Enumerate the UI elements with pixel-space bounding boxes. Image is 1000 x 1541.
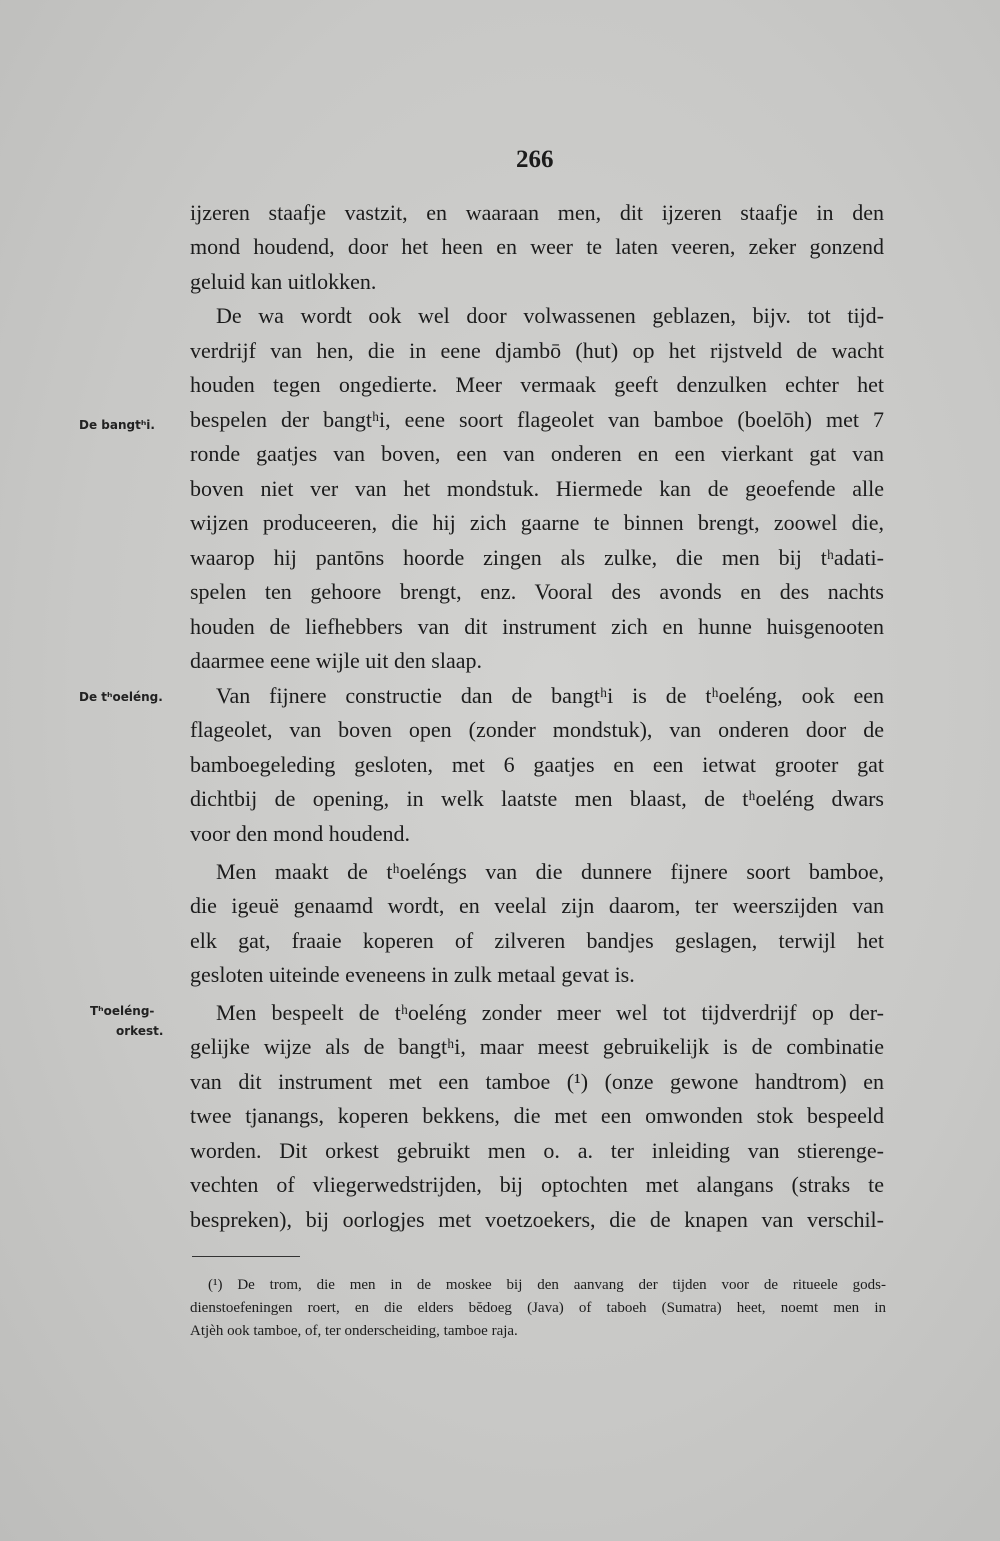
footnote-line: (¹) De trom, die men in de moskee bij den aanvang der tijden voor de ritueele gods- — [208, 1277, 886, 1293]
text-line: spelen ten gehoore brengt, enz. Vooral des avonds en des nachts — [190, 579, 884, 604]
footnote-line: Atjèh ook tamboe, of, ter onderscheiding, tamboe raja. — [190, 1323, 518, 1339]
text-line: bespelen der bangtʰi, eene soort flageolet van bamboe (boelōh) met 7 — [190, 407, 884, 432]
margin-note-thoeleng-orkest-line2: orkest. — [116, 1024, 164, 1038]
footnote-line: dienstoefeningen roert, en die elders bĕdoeg (Java) of taboeh (Sumatra) heet, noemt men in — [190, 1300, 886, 1316]
text-line: bespreken), bij oorlogjes met voetzoekers, die de knapen van verschil- — [190, 1207, 884, 1232]
text-line: Van fijnere constructie dan de bangtʰi is de tʰoeléng, ook een — [216, 683, 884, 708]
footnote-separator — [192, 1256, 300, 1257]
text-line: waarop hij pantōns hoorde zingen als zulke, die men bij tʰadati- — [190, 545, 884, 570]
text-line: mond houdend, door het heen en weer te laten veeren, zeker gonzend — [190, 234, 884, 259]
text-line: flageolet, van boven open (zonder mondstuk), van onderen door de — [190, 717, 884, 742]
text-line: ronde gaatjes van boven, een van onderen en een vierkant gat van — [190, 441, 884, 466]
text-line: daarmee eene wijle uit den slaap. — [190, 648, 482, 673]
text-line: geluid kan uitlokken. — [190, 269, 377, 294]
text-line: van dit instrument met een tamboe (¹) (onze gewone handtrom) en — [190, 1069, 884, 1094]
text-line: ijzeren staafje vastzit, en waaraan men, dit ijzeren staafje in den — [190, 200, 884, 225]
text-line: worden. Dit orkest gebruikt men o. a. ter inleiding van stierenge- — [190, 1138, 884, 1163]
text-line: vechten of vliegerwedstrijden, bij optochten met alangans (straks te — [190, 1172, 884, 1197]
text-line: houden tegen ongedierte. Meer vermaak geeft denzulken echter het — [190, 372, 884, 397]
text-line: bamboegeleding gesloten, met 6 gaatjes en een ietwat grooter gat — [190, 752, 884, 777]
text-line: dichtbij de opening, in welk laatste men blaast, de tʰoeléng dwars — [190, 786, 884, 811]
text-line: die igeuë genaamd wordt, en veelal zijn daarom, ter weerszijden van — [190, 893, 884, 918]
text-line: gelijke wijze als de bangtʰi, maar meest gebruikelijk is de combinatie — [190, 1034, 884, 1059]
text-line: De wa wordt ook wel door volwassenen geblazen, bijv. tot tijd- — [216, 303, 884, 328]
margin-note-bangthi: De bangtʰi. — [79, 418, 155, 432]
text-line: wijzen produceeren, die hij zich gaarne te binnen brengt, zoowel die, — [190, 510, 884, 535]
text-line: Men maakt de tʰoeléngs van die dunnere fijnere soort bamboe, — [216, 859, 884, 884]
text-line: voor den mond houdend. — [190, 821, 410, 846]
text-line: gesloten uiteinde eveneens in zulk metaal gevat is. — [190, 962, 635, 987]
margin-note-thoeleng: De tʰoeléng. — [79, 690, 163, 704]
text-line: houden de liefhebbers van dit instrument zich en hunne huisgenooten — [190, 614, 884, 639]
text-line: Men bespeelt de tʰoeléng zonder meer wel tot tijdverdrijf op der- — [216, 1000, 884, 1025]
margin-note-thoeleng-orkest-line1: Tʰoeléng- — [90, 1004, 155, 1018]
text-line: elk gat, fraaie koperen of zilveren bandjes geslagen, terwijl het — [190, 928, 884, 953]
page-number: 266 — [516, 146, 554, 173]
text-line: boven niet ver van het mondstuk. Hiermede kan de geoefende alle — [190, 476, 884, 501]
text-line: twee tjanangs, koperen bekkens, die met een omwonden stok bespeeld — [190, 1103, 884, 1128]
text-line: verdrijf van hen, die in eene djambō (hut) op het rijstveld de wacht — [190, 338, 884, 363]
